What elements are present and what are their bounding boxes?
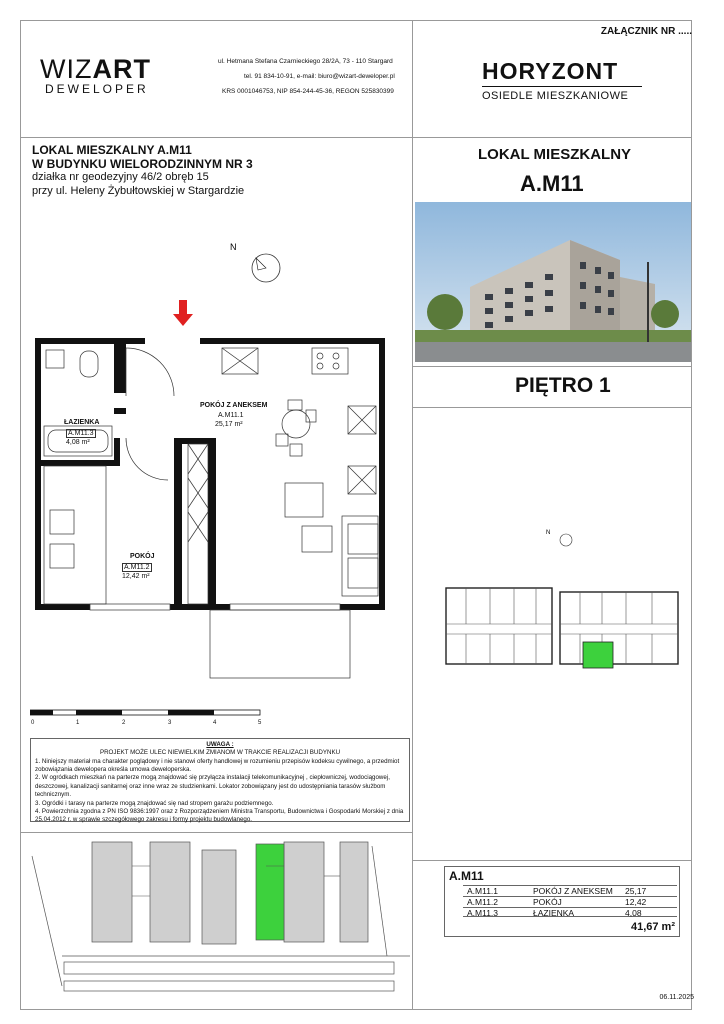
room-bedroom-id: A.M11.2 xyxy=(124,564,150,571)
unit-street: przy ul. Heleny Żybułtowskiej w Stargardzie xyxy=(32,185,245,197)
side-title: LOKAL MIESZKALNY xyxy=(478,146,632,163)
notes-title: UWAGA : xyxy=(206,741,234,748)
room-bedroom-area: 12,42 m² xyxy=(122,573,150,580)
company-contact: tel. 91 834-10-91, e-mail: biuro@wizart-deweloper.pl xyxy=(244,73,395,80)
wizart-logo-sub: DEWELOPER xyxy=(45,82,149,96)
floor-key-plan xyxy=(440,578,688,678)
notes-subtitle: PROJEKT MOŻE ULEC NIEWIELKIM ZMIANOM W TRAKCIE REALIZACJI BUDYNKU xyxy=(99,749,341,757)
svg-text:N: N xyxy=(230,242,237,252)
area-total: 41,67 m² xyxy=(630,921,675,933)
side-unit: A.M11 xyxy=(520,171,584,196)
unit-plot: działka nr geodezyjny 46/2 obręb 15 xyxy=(32,171,209,183)
company-address: ul. Hetmana Stefana Czarnieckiego 28/2A, 73 - 110 Stargard xyxy=(218,58,393,65)
divider-table xyxy=(412,860,692,861)
keyplan-north-icon xyxy=(540,526,580,550)
note-item: 2. W ogródkach mieszkań na parterze mogą znajdować się przyłącza instalacji telekomunikacyjnej , ciepłowniczej, wodociągowej, deszczowej, kanalizacji sanitarnej oraz inne wraz ze studzienkami. Lokator zobowiązany jest do udostępniania tarasów służbom technicznym. xyxy=(35,774,390,799)
scale-bar xyxy=(30,708,265,720)
divider-siteplan xyxy=(20,832,412,833)
svg-text:N: N xyxy=(546,530,551,536)
room-living-name: POKÓJ Z ANEKSEM xyxy=(200,402,268,409)
note-item: 3. Ogródki i tarasy na parterze mogą znajdować się nad stropem garażu podziemnego. xyxy=(35,799,274,807)
area-table xyxy=(444,866,680,937)
table-row: A.M11.1 POKÓJ Z ANEKSEM 25,17 xyxy=(463,885,677,895)
divider-floor-bottom xyxy=(412,407,692,408)
building-rendering xyxy=(415,202,691,362)
room-living-id: A.M11.1 xyxy=(218,412,244,419)
unit-title: LOKAL MIESZKALNY A.M11 xyxy=(32,143,192,157)
project-logo-sub: OSIEDLE MIESZKANIOWE xyxy=(482,90,629,102)
company-registry: KRS 0001046753, NIP 854-244-45-36, REGON 525830399 xyxy=(222,88,394,95)
entrance-arrow-icon xyxy=(173,300,193,326)
area-table-title: A.M11 xyxy=(449,869,484,883)
divider-vertical xyxy=(412,20,413,1010)
wizart-logo: WIZART xyxy=(40,54,151,84)
unit-building: W BUDYNKU WIELORODZINNYM NR 3 xyxy=(32,157,253,171)
document-date: 06.11.2025 xyxy=(659,994,694,1001)
divider-header xyxy=(20,137,692,138)
table-row: A.M11.3 ŁAZIENKA 4,08 xyxy=(463,907,677,917)
room-bathroom-id: A.M11.3 xyxy=(68,430,94,437)
divider-floor xyxy=(412,366,692,367)
table-row: A.M11.2 POKÓJ 12,42 xyxy=(463,896,677,906)
room-bathroom-area: 4,08 m² xyxy=(66,439,90,446)
room-bedroom-name: POKÓJ xyxy=(130,553,155,560)
scale-ticks: 0 1 2 3 4 5 xyxy=(31,720,262,726)
room-living-area: 25,17 m² xyxy=(215,421,243,428)
notes-box xyxy=(30,738,410,822)
floor-label: PIĘTRO 1 xyxy=(515,374,611,397)
floor-plan xyxy=(30,296,390,696)
room-bathroom-name: ŁAZIENKA xyxy=(64,419,100,426)
project-logo-rule xyxy=(482,86,642,87)
project-logo: HORYZONT xyxy=(482,58,619,84)
note-item: 1. Niniejszy materiał ma charakter poglądowy i nie stanowi oferty handlowej w rozumieniu przepisów kodeksu cywilnego, a przedmiot zobowiązania dewelopera określa umowa deweloperska. xyxy=(35,757,400,774)
siteplan-building-highlight xyxy=(256,844,284,940)
note-item: 4. Powierzchnia zgodna z PN ISO 9836:1997 oraz z Rozporządzeniem Ministra Transportu, Budownictwa i Gospodarki Morskiej z dnia 25.04.2012 r. w sprawie szczegółowego zakresu i formy projektu budowlanego. xyxy=(35,807,404,824)
site-plan xyxy=(22,836,410,1008)
north-arrow-icon xyxy=(228,240,288,290)
annex-label: ZAŁĄCZNIK NR ..... xyxy=(600,26,692,37)
keyplan-unit-highlight xyxy=(583,642,613,668)
